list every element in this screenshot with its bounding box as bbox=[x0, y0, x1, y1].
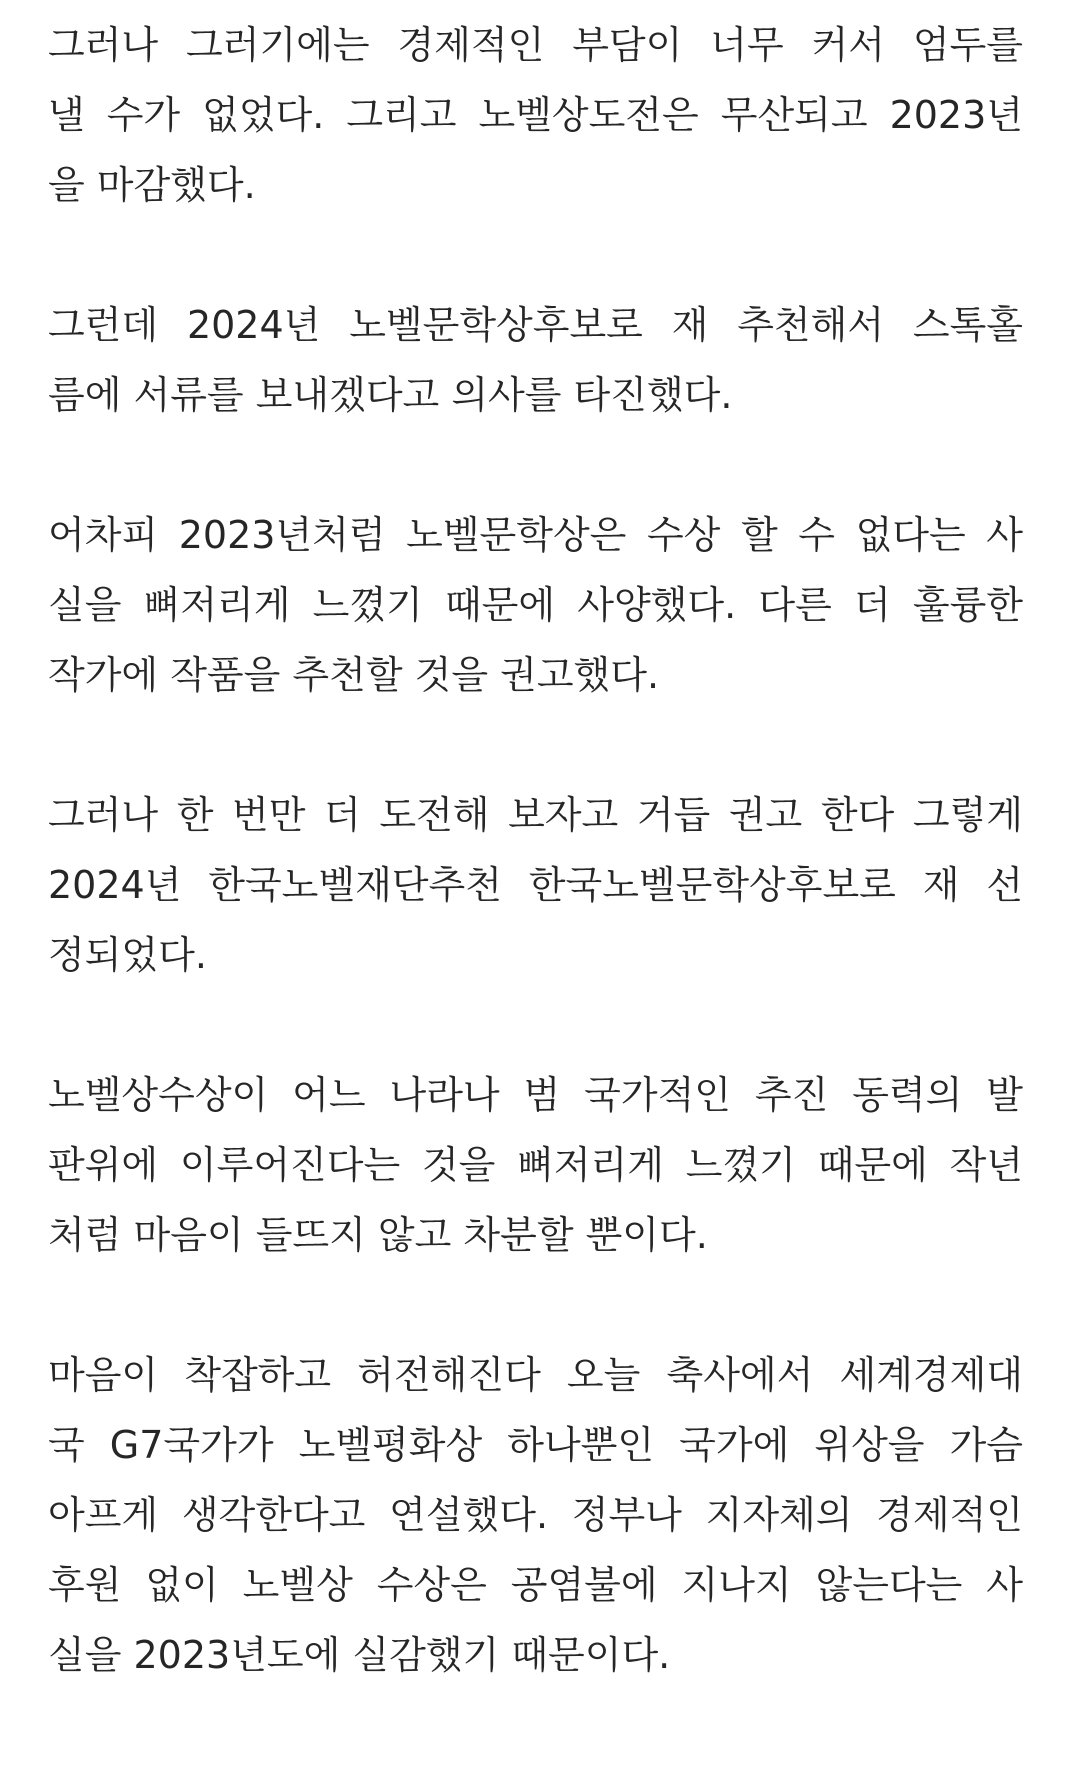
text-line: 국 G7국가가 노벨평화상 하나뿐인 국가에 위상을 가슴 bbox=[48, 1423, 1023, 1467]
text-line: 2024년 한국노벨재단추천 한국노벨문학상후보로 재 선 bbox=[48, 863, 1023, 907]
text-line: 아프게 생각한다고 연설했다. 정부나 지자체의 경제적인 bbox=[48, 1493, 1023, 1537]
paragraph-6 bbox=[48, 1340, 1023, 1690]
text-line: 작가에 작품을 추천할 것을 권고했다. bbox=[48, 653, 660, 697]
paragraph-5 bbox=[48, 1060, 1023, 1270]
paragraph-3 bbox=[48, 500, 1023, 710]
text-line: 어차피 2023년처럼 노벨문학상은 수상 할 수 없다는 사 bbox=[48, 513, 1023, 557]
text-line: 그러나 한 번만 더 도전해 보자고 거듭 권고 한다 그렇게 bbox=[48, 793, 1023, 837]
paragraph-2 bbox=[48, 290, 1023, 430]
text-line: 처럼 마음이 들뜨지 않고 차분할 뿐이다. bbox=[48, 1213, 708, 1257]
text-line: 름에 서류를 보내겠다고 의사를 타진했다. bbox=[48, 373, 733, 417]
text-line: 그런데 2024년 노벨문학상후보로 재 추천해서 스톡홀 bbox=[48, 303, 1023, 347]
text-line: 마음이 착잡하고 허전해진다 오늘 축사에서 세계경제대 bbox=[48, 1353, 1023, 1397]
paragraph-4 bbox=[48, 780, 1023, 990]
text-line: 실을 뼈저리게 느꼈기 때문에 사양했다. 다른 더 훌륭한 bbox=[48, 583, 1023, 627]
text-line: 그러나 그러기에는 경제적인 부담이 너무 커서 엄두를 bbox=[48, 23, 1023, 67]
text-line: 판위에 이루어진다는 것을 뼈저리게 느꼈기 때문에 작년 bbox=[48, 1143, 1023, 1187]
text-line: 노벨상수상이 어느 나라나 범 국가적인 추진 동력의 발 bbox=[48, 1073, 1023, 1117]
paragraph-1 bbox=[48, 10, 1023, 220]
text-line: 정되었다. bbox=[48, 933, 207, 977]
text-line: 낼 수가 없었다. 그리고 노벨상도전은 무산되고 2023년 bbox=[48, 93, 1023, 137]
text-line: 을 마감했다. bbox=[48, 163, 256, 207]
article-body bbox=[48, 10, 1023, 1690]
text-line: 실을 2023년도에 실감했기 때문이다. bbox=[48, 1633, 671, 1677]
text-line: 후원 없이 노벨상 수상은 공염불에 지나지 않는다는 사 bbox=[48, 1563, 1023, 1607]
